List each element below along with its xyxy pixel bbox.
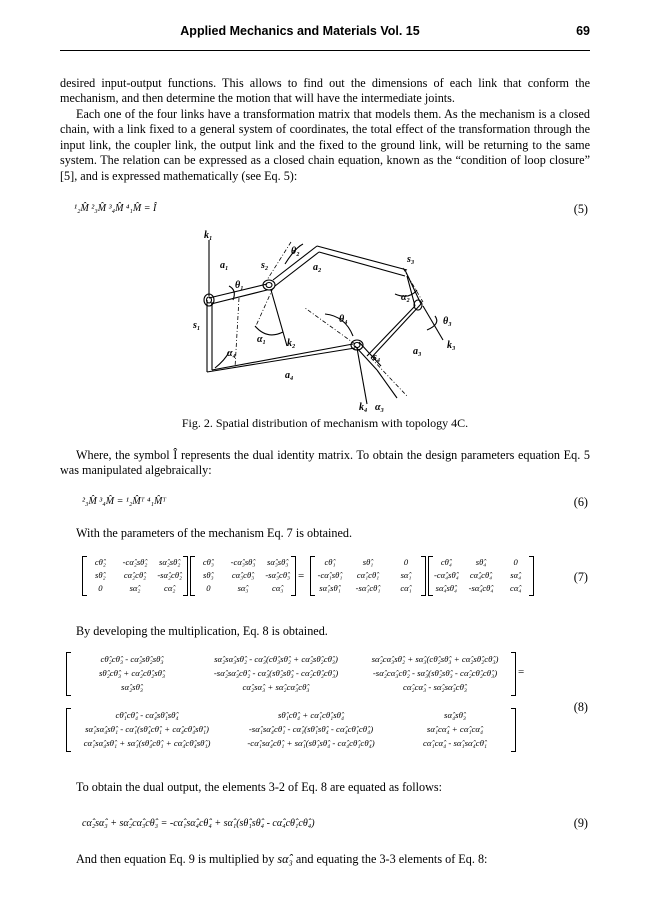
label-alpha1: α₁ <box>257 334 267 345</box>
paragraph-7-symbol: sα̂₃ <box>277 852 293 866</box>
running-header <box>60 22 590 48</box>
label-theta1: θ₁ <box>235 280 244 291</box>
label-s2: s₂ <box>261 260 269 271</box>
page-number: 69 <box>576 24 590 38</box>
equation-9: cα̂₂sα̂₃ + sα̂₂cα̂₃cθ̂₃ = -cα̂₁sα̂₄cθ̂₄ + sα̂₁(sθ̂₁sθ̂₄ - cα̂₄cθ̂₁cθ̂₄) <box>82 818 315 829</box>
label-a2: a₂ <box>313 262 322 273</box>
paragraph-5: By developing the multiplication, Eq. 8 is obtained. <box>76 624 328 638</box>
eq8-rhs-matrix: cθ̂₁cθ̂₄ - cα̂₄sθ̂₁sθ̂₄ sθ̂₁cθ̂₄ + cα̂₁cθ̂₁sθ̂₄ sα̂₄sθ̂₃ sα̂₁sα̂₄sθ̂₁ - cα̂₁(sθ̂₄cθ̂₁ + cα̂₄cθ̂₄sθ̂₁) -sα̂₁sα̂₄cθ̂₁ - cα̂₁(sθ̂₁sθ̂₄ - cα̂₄cθ̂₁cθ̂₄) sα̂₁cα̂₄ + cα̂₁cα̂₄ cα̂₁sα̂₄sθ̂₁ + sα̂₁(sθ̂₄cθ̂₁ + cα̂₄cθ̂₄sθ̂₁) -cα̂₁sα̂₄cθ̂₁ + sα̂₁(sθ̂₁sθ̂₄ - cα̂₄cθ̂₁cθ̂₄) cα̂₁cα̂₄ - sα̂₁sα̂₄cθ̂₁ <box>66 708 516 752</box>
label-s1: s₁ <box>193 320 201 331</box>
paragraph-7 <box>60 852 590 867</box>
paragraph-2: Each one of the four links have a transformation matrix that models them. As the mechanism is a closed chain, with a link fixed to a general system of coordinates, the total effect of the transformation through the input link, the coupler link, the output link and the fixed to the ground link, will be returning to the same system. The relation can be expressed as a closed chain equation, known as the “condition of loop closure” [5], and is expressed mathematically (see Eq. 5): <box>60 107 590 183</box>
label-k2: k₂ <box>287 338 296 349</box>
label-alpha2: α₂ <box>401 292 411 303</box>
label-a4: a₄ <box>285 370 294 381</box>
eq8-lhs-matrix: cθ̂₂cθ̂₃ - cα̂₃sθ̂₂sθ̂₃ sα̂₂sα̂₃sθ̂₂ - cα̂₃(cθ̂₃sθ̂₂ + cα̂₂sθ̂₂cθ̂₃) sα̂₂cα̂₃sθ̂₂ + sα̂₃(cθ̂₂sθ̂₃ + cα̂₂sθ̂₂cθ̂₃) sθ̂₂cθ̂₃ + cα̂₂cθ̂₂sθ̂₃ -sα̂₂sα̂₃cθ̂₂ - cα̂₃(sθ̂₂sθ̂₃ - cα̂₂cθ̂₂cθ̂₃) -sα̂₂cα̂₃cθ̂₂ - sα̂₃(sθ̂₂sθ̂₃ - cα̂₂cθ̂₂cθ̂₃) sα̂₂sθ̂₃ cα̂₂sα̂₃ + sα̂₂cα̂₃cθ̂₃ cα̂₂cα̂₃ - sα̂₂sα̂₃cθ̂₃ <box>66 652 516 696</box>
figure-caption: Fig. 2. Spatial distribution of mechanism with topology 4C. <box>181 416 469 430</box>
equation-6: ²₃M̂ ³₄M̂ = ¹₂M̂ᵀ ⁴₁M̂ᵀ <box>82 496 167 507</box>
label-k4: k₄ <box>359 402 368 413</box>
eq7-equals: = <box>298 570 305 582</box>
eq8-equals: = <box>518 666 525 678</box>
header-rule <box>60 50 590 51</box>
paragraph-3: Where, the symbol Î represents the dual identity matrix. To obtain the design parameters equation Eq. 5 was manipulated algebraically: <box>60 448 590 478</box>
label-alpha4: α₄ <box>227 348 237 359</box>
paragraph-7-text-a: And then equation Eq. 9 is multiplied by <box>76 852 278 866</box>
label-k3: k₃ <box>447 340 456 351</box>
eq7-matrix-4: cθ̂₄ sθ̂₄ 0 -cα̂₄sθ̂₄ cα̂₄cθ̂₄ sα̂₄ sα̂₄sθ̂₄ -sα̂₄cθ̂₄ cα̂₄ <box>428 556 534 596</box>
label-s4: s₄ <box>373 352 381 363</box>
label-theta3: θ₃ <box>443 316 452 327</box>
equation-5: ¹₂M̂ ²₃M̂ ³₄M̂ ⁴₁M̂ = Î <box>74 203 157 214</box>
label-theta4: θ₄ <box>339 314 348 325</box>
journal-title: Applied Mechanics and Materials Vol. 15 <box>180 24 420 38</box>
label-k1: k₁ <box>204 230 213 241</box>
eq7-matrix-2: cθ̂₃ -cα̂₃sθ̂₃ sα̂₃sθ̂₃ sθ̂₃ cα̂₃cθ̂₃ -sα̂₃cθ̂₃ 0 sα̂₃ cα̂₃ <box>190 556 296 596</box>
equation-7-number: (7) <box>573 570 588 584</box>
label-a1: a₁ <box>220 260 229 271</box>
eq7-matrix-3: cθ̂₁ sθ̂₁ 0 -cα̂₁sθ̂₁ cα̂₁cθ̂₁ sα̂₁ sα̂₁sθ̂₁ -sα̂₁cθ̂₁ cα̂₁ <box>310 556 426 596</box>
equation-6-number: (6) <box>573 495 588 509</box>
eq7-matrix-1: cθ̂₂ -cα̂₂sθ̂₂ sα̂₂sθ̂₂ sθ̂₂ cα̂₂cθ̂₂ -sα̂₂cθ̂₂ 0 sα̂₂ cα̂₂ <box>82 556 188 596</box>
equation-9-number: (9) <box>573 816 588 830</box>
paragraph-4: With the parameters of the mechanism Eq. 7 is obtained. <box>76 526 353 540</box>
label-theta2: θ₂ <box>291 246 300 257</box>
label-alpha3: α₃ <box>375 402 385 413</box>
label-s3: s₃ <box>407 254 415 265</box>
equation-5-number: (5) <box>573 202 588 216</box>
paragraph-7-text-b: and equating the 3-3 elements of Eq. 8: <box>292 852 488 866</box>
equation-8-number: (8) <box>573 700 588 714</box>
label-a3: a₃ <box>413 346 422 357</box>
paragraph-6: To obtain the dual output, the elements 3-2 of Eq. 8 are equated as follows: <box>76 780 443 794</box>
mechanism-figure <box>193 228 475 413</box>
paragraph-1: desired input-output functions. This allows to find out the dimensions of each link that conform the mechanism, and then determine the motion that will have the intermediate joints. <box>60 76 590 106</box>
